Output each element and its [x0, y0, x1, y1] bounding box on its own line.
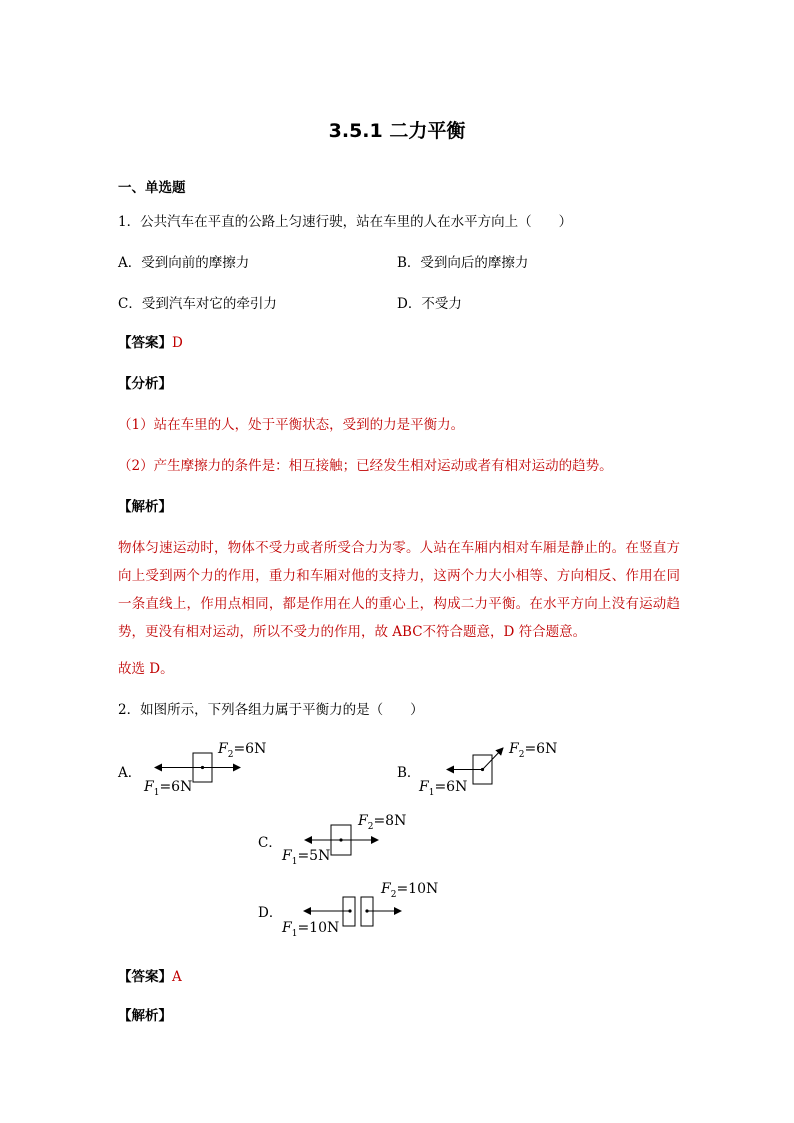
question-2-answer	[118, 967, 182, 987]
answer-tag: 【答案】	[118, 335, 172, 351]
option-c-letter: C．	[258, 835, 282, 851]
question-1-option-a: A．受到向前的摩擦力	[118, 255, 250, 271]
question-1-option-c: C．受到汽车对它的牵引力	[118, 296, 277, 312]
explain-tag: 【解析】	[118, 499, 172, 515]
explain-paragraph: 物体匀速运动时，物体不受力或者所受合力为零。人站在车厢内相对车厢是静止的。在竖直方向上受到两个力的作用，重力和车厢对他的支持力，这两个力大小相等、方向相反、作用在同一条直线上，作用点相同，都是作用在人的重心上，构成二力平衡。在水平方向上没有运动趋势，更没有相对运动，所以不受力的作用，故 ABC不符合题意，D 符合题意。	[118, 540, 680, 640]
analysis-line-1: （1）站在车里的人，处于平衡状态，受到的力是平衡力。	[118, 417, 465, 433]
option-a-letter: A．	[118, 765, 142, 781]
diagram-b	[418, 741, 557, 798]
page-title: 3.5.1 二力平衡	[328, 120, 466, 142]
question-1-option-b: B．受到向后的摩擦力	[397, 255, 529, 271]
answer-value-2: A	[172, 969, 182, 985]
question-1-stem: 1．公共汽车在平直的公路上匀速行驶，站在车里的人在水平方向上（ ）	[118, 214, 573, 230]
diagram-a	[143, 741, 266, 798]
analysis-tag: 【分析】	[118, 376, 172, 392]
option-b-letter: B．	[397, 765, 421, 781]
question-2-stem: 2．如图所示，下列各组力属于平衡力的是（ ）	[118, 702, 424, 718]
conclusion: 故选 D。	[118, 661, 174, 677]
f2-label-c: $F_2=8N$	[358, 813, 407, 832]
f1-label-c: $F_1=5N$	[282, 848, 331, 867]
explain-tag-2: 【解析】	[118, 1008, 172, 1024]
question-1-option-d: D．不受力	[397, 296, 462, 312]
f2-label-b: $F_2=6N$	[509, 741, 558, 760]
diagram-c	[281, 813, 406, 867]
analysis-line-2: （2）产生摩擦力的条件是：相互接触；已经发生相对运动或者有相对运动的趋势。	[118, 458, 613, 474]
f1-label-d: $F_1=10N$	[282, 920, 340, 939]
f1-label-a: $F_1=6N$	[144, 779, 193, 798]
f2-label-d: $F_2=10N$	[381, 881, 439, 900]
answer-value: D	[172, 335, 183, 351]
answer-tag-2: 【答案】	[118, 969, 172, 985]
option-d-letter: D．	[258, 905, 283, 921]
section-heading: 一、单选题	[118, 180, 186, 196]
diagram-d	[281, 881, 438, 939]
f1-label-b: $F_1=6N$	[419, 779, 468, 798]
f2-arrow-b	[483, 748, 504, 770]
f2-label-a: $F_2=6N$	[218, 741, 267, 760]
